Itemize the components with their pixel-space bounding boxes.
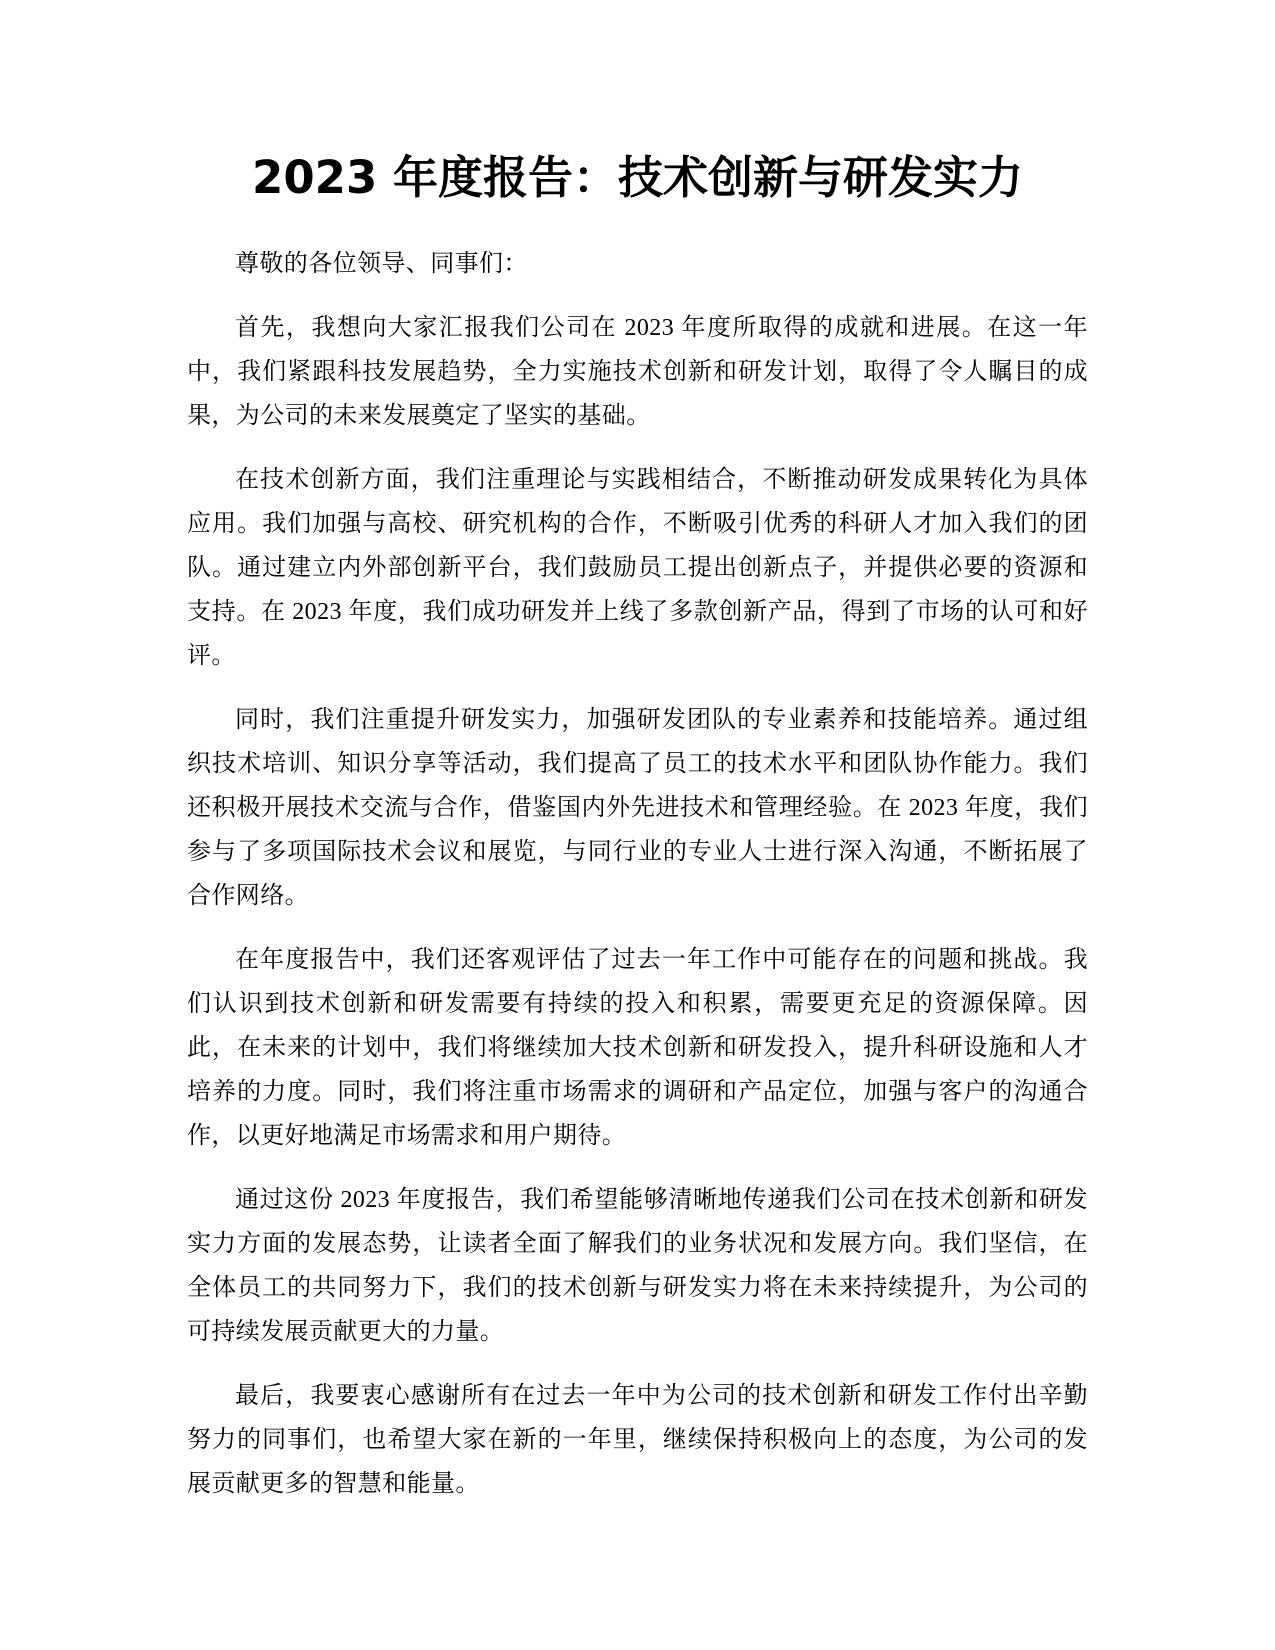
body-paragraph: 同时，我们注重提升研发实力，加强研发团队的专业素养和技能培养。通过组织技术培训、知识分享等活动，我们提高了员工的技术水平和团队协作能力。我们还积极开展技术交流与合作，借鉴国内外先进技术和管理经验。在 2023 年度，我们参与了多项国际技术会议和展览，与同行业的专业人士进行深入沟通，不断拓展了合作网络。: [187, 707, 1088, 909]
body-paragraph: 通过这份 2023 年度报告，我们希望能够清晰地传递我们公司在技术创新和研发实力方面的发展态势，让读者全面了解我们的业务状况和发展方向。我们坚信，在全体员工的共同努力下，我们的技术创新与研发实力将在未来持续提升，为公司的可持续发展贡献更大的力量。: [187, 1187, 1088, 1345]
closing-paragraph: 最后，我要衷心感谢所有在过去一年中为公司的技术创新和研发工作付出辛勤努力的同事们，也希望大家在新的一年里，继续保持积极向上的态度，为公司的发展贡献更多的智慧和能量。: [187, 1383, 1088, 1497]
greeting-paragraph: 尊敬的各位领导、同事们：: [235, 251, 528, 277]
document-body: [187, 242, 1088, 1526]
body-paragraph: 在技术创新方面，我们注重理论与实践相结合，不断推动研发成果转化为具体应用。我们加强与高校、研究机构的合作，不断吸引优秀的科研人才加入我们的团队。通过建立内外部创新平台，我们鼓励员工提出创新点子，并提供必要的资源和支持。在 2023 年度，我们成功研发并上线了多款创新产品，得到了市场的认可和好评。: [187, 467, 1088, 669]
document-title: 2023 年度报告：技术创新与研发实力: [252, 151, 1023, 204]
body-paragraph: 首先，我想向大家汇报我们公司在 2023 年度所取得的成就和进展。在这一年中，我们紧跟科技发展趋势，全力实施技术创新和研发计划，取得了令人瞩目的成果，为公司的未来发展奠定了坚实的基础。: [187, 315, 1088, 429]
body-paragraph: 在年度报告中，我们还客观评估了过去一年工作中可能存在的问题和挑战。我们认识到技术创新和研发需要有持续的投入和积累，需要更充足的资源保障。因此，在未来的计划中，我们将继续加大技术创新和研发投入，提升科研设施和人才培养的力度。同时，我们将注重市场需求的调研和产品定位，加强与客户的沟通合作，以更好地满足市场需求和用户期待。: [187, 947, 1088, 1149]
